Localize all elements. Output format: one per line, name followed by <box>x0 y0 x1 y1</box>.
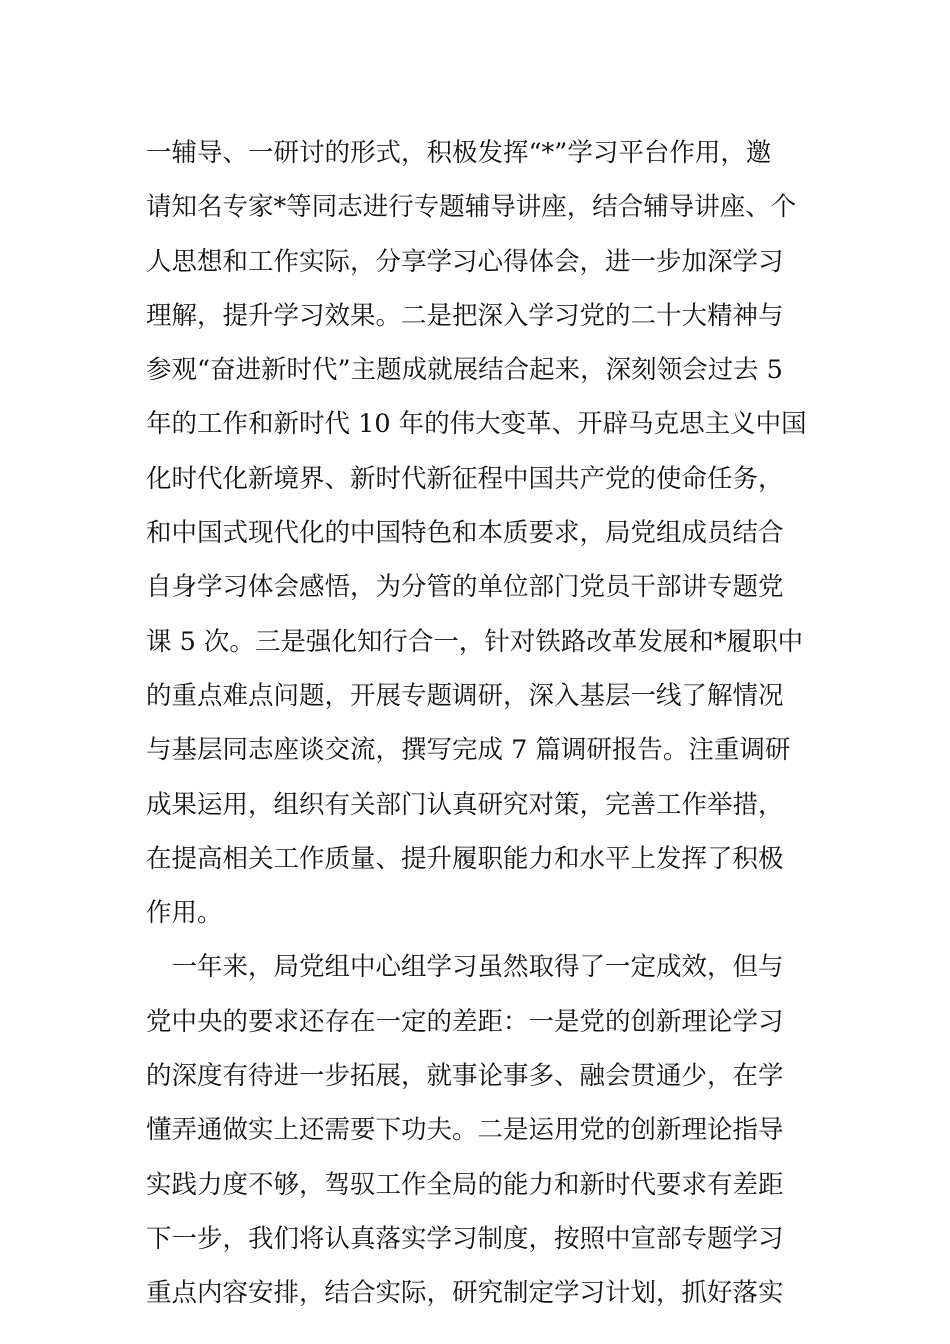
text-line: 一辅导、一研讨的形式，积极发挥“*”学习平台作用，邀 <box>146 138 772 168</box>
text-line: 作用。 <box>146 898 223 929</box>
text-line: 懂弄通做实上还需要下功夫。二是运用党的创新理论指导 <box>146 1115 784 1146</box>
text-line: 人思想和工作实际，分享学习心得体会，进一步加深学习 <box>146 246 784 277</box>
text-line: 理解，提升学习效果。二是把深入学习党的二十大精神与 <box>146 300 784 331</box>
text-line: 下一步，我们将认真落实学习制度，按照中宣部专题学习 <box>146 1223 784 1254</box>
text-line: 化时代化新境界、新时代新征程中国共产党的使命任务， <box>146 463 784 494</box>
text-line: 和中国式现代化的中国特色和本质要求，局党组成员结合 <box>146 518 784 549</box>
text-line: 在提高相关工作质量、提升履职能力和水平上发挥了积极 <box>146 843 784 874</box>
text-line: 课 5 次。三是强化知行合一，针对铁路改革发展和*履职中 <box>146 626 804 657</box>
text-line: 自身学习体会感悟，为分管的单位部门党员干部讲专题党 <box>146 572 784 603</box>
text-line: 与基层同志座谈交流，撰写完成 7 篇调研报告。注重调研 <box>146 735 791 766</box>
text-line: 重点内容安排，结合实际，研究制定学习计划，抓好落实 <box>146 1278 784 1309</box>
body-text <box>146 126 826 1321</box>
text-line: 成果运用，组织有关部门认真研究对策，完善工作举措， <box>146 789 784 820</box>
text-line: 年的工作和新时代 10 年的伟大变革、开辟马克思主义中国 <box>146 409 807 440</box>
text-line: 实践力度不够，驾驭工作全局的能力和新时代要求有差距 <box>146 1169 784 1200</box>
text-line: 请知名专家*等同志进行专题辅导讲座，结合辅导讲座、个 <box>146 192 797 223</box>
text-line: 的深度有待进一步拓展，就事论事多、融会贯通少，在学 <box>146 1061 784 1092</box>
text-line: 参观“奋进新时代”主题成就展结合起来，深刻领会过去 5 <box>146 355 783 386</box>
text-line: 党中央的要求还存在一定的差距：一是党的创新理论学习 <box>146 1006 784 1037</box>
text-line: 一年来，局党组中心组学习虽然取得了一定成效，但与 <box>146 952 784 983</box>
text-line: 的重点难点问题，开展专题调研，深入基层一线了解情况 <box>146 680 784 711</box>
